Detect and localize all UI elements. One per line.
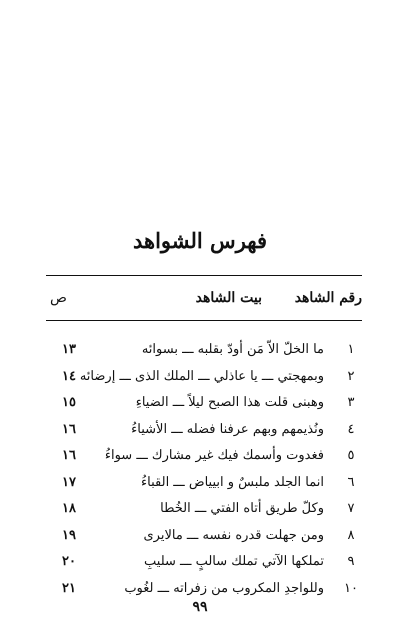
- row-verse: انما الجلد ملبسٌ و ابيياض ـــ القباءُ: [141, 474, 324, 490]
- table-row: [46, 369, 362, 396]
- row-verse: ما الخلّ الاّ مَن أودّ بقلبه ـــ بسوائه: [141, 342, 324, 357]
- row-page: ١٦: [62, 421, 76, 437]
- row-number: ٥: [347, 448, 355, 463]
- row-page: ١٨: [62, 501, 76, 516]
- page-title: فهرس الشواهد: [133, 228, 267, 253]
- row-verse: وكلّ طريق أتاه الفتي ـــ الخُطا: [160, 501, 324, 516]
- row-page: ١٣: [62, 342, 76, 357]
- page-number: ٩٩: [192, 599, 208, 615]
- header-verse: بيت الشاهد: [195, 290, 262, 306]
- table-row: [46, 554, 362, 581]
- table-row: [46, 448, 362, 475]
- top-rule: [46, 275, 362, 276]
- row-verse: ونُذيمهم وبهم عرفنا فضله ـــ الأشياءُ: [131, 421, 324, 437]
- row-page: ١٦: [62, 448, 76, 463]
- row-page: ٢١: [62, 580, 76, 596]
- row-verse: فغدوت وأسمك فيك غير مشارك ـــ سواءُ: [104, 448, 324, 463]
- row-page: ١٥: [62, 395, 76, 410]
- row-verse: وبمهجتي ـــ يا عاذلي ـــ الملك الذى ـــ إرضائه: [79, 368, 324, 384]
- table-header: [46, 290, 362, 312]
- row-number: ٢: [347, 368, 355, 384]
- table-row: [46, 342, 362, 369]
- row-number: ٨: [347, 527, 355, 543]
- row-page: ٢٠: [62, 554, 76, 569]
- row-number: ٩: [347, 554, 355, 569]
- table-row: [46, 395, 362, 422]
- header-number: رقم الشاهد: [294, 290, 362, 306]
- row-number: ١٠: [344, 580, 358, 596]
- row-page: ١٧: [62, 474, 76, 490]
- table-row: [46, 501, 362, 528]
- row-page: ١٩: [62, 527, 76, 543]
- index-table: [46, 342, 362, 607]
- row-number: ٣: [347, 395, 355, 410]
- header-rule: [46, 320, 362, 321]
- table-row: [46, 475, 362, 502]
- table-row: [46, 528, 362, 555]
- row-number: ٤: [347, 421, 355, 437]
- row-number: ٧: [347, 501, 355, 516]
- header-page: ص: [50, 290, 67, 306]
- row-number: ١: [347, 342, 355, 357]
- row-verse: ومن جهلت قدره نفسه ـــ مالايرى: [143, 527, 324, 543]
- row-verse: وللواجدِ المكروب من زفراته ـــ لغُوب: [124, 580, 324, 596]
- row-verse: وهبنى قلت هذا الصبح ليلاً ـــ الضياءِ: [135, 395, 324, 410]
- row-number: ٦: [347, 474, 355, 490]
- row-page: ١٤: [62, 368, 76, 384]
- table-row: [46, 422, 362, 449]
- row-verse: تملكها الآتي تملك سالبٍ ـــ سليبِ: [144, 554, 324, 569]
